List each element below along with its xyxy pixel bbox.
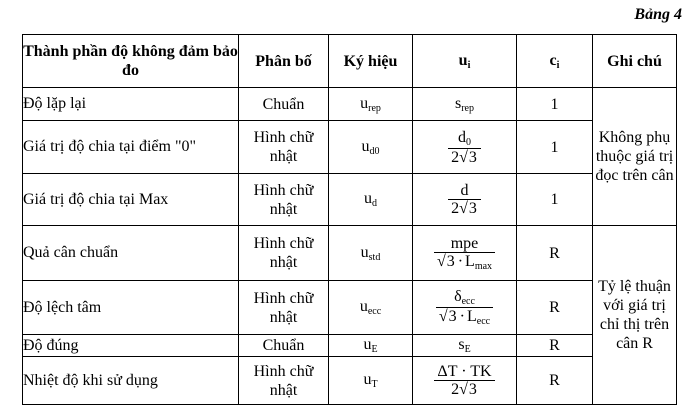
ui-cell (413, 357, 517, 405)
fraction-denominator (434, 253, 495, 272)
header-ui (413, 35, 517, 88)
denominator-sub: ecc (476, 316, 491, 327)
table-caption: Bảng 4 (634, 6, 682, 23)
symbol-sub: ecc (367, 306, 382, 317)
denominator-var: L (465, 252, 475, 270)
component-cell: Nhiệt độ khi sử dụng (23, 357, 239, 405)
denominator-sub: max (474, 260, 493, 272)
symbol-base: u (363, 371, 372, 388)
ui-base: s (454, 94, 462, 112)
sqrt-symbol: √3 (438, 308, 457, 325)
radicand: 3 (448, 308, 457, 325)
symbol-cell (329, 121, 413, 174)
table-row (23, 121, 677, 174)
table-row (23, 174, 677, 226)
distribution-cell: Hình chữ nhật (239, 281, 329, 335)
symbol-base: u (360, 94, 369, 112)
ui-sub: rep (461, 102, 474, 114)
ui-fraction (436, 288, 493, 327)
radicand: 3 (468, 148, 477, 166)
component-cell: Độ lệch tâm (23, 281, 239, 335)
ui-fraction (448, 182, 481, 217)
sqrt-symbol: √3 (459, 200, 477, 217)
table-row (23, 88, 677, 121)
symbol-base: u (364, 190, 372, 207)
distribution-cell: Hình chữ nhật (239, 357, 329, 405)
component-cell: Giá trị độ chia tại Max (23, 174, 239, 226)
ui-base: s (458, 336, 465, 353)
symbol-cell (329, 335, 413, 357)
ui-cell (413, 226, 517, 281)
radicand: 3 (468, 381, 477, 398)
header-component: Thành phần độ không đảm bảo đo (23, 35, 239, 88)
header-distribution: Phân bố (239, 35, 329, 88)
component-cell: Độ lặp lại (23, 88, 239, 121)
ci-cell: R (517, 335, 593, 357)
distribution-cell: Hình chữ nhật (239, 174, 329, 226)
distribution-cell: Chuẩn (239, 335, 329, 357)
fraction-denominator (448, 200, 481, 217)
numerator-sub: ecc (461, 296, 475, 307)
denominator-coef: 2 (451, 381, 460, 398)
header-ci-sub: i (556, 59, 560, 71)
ui-cell (413, 88, 517, 121)
symbol-cell (329, 88, 413, 121)
multiply-dot: · (457, 252, 464, 270)
fraction-denominator (436, 308, 493, 327)
ci-cell: R (517, 226, 593, 281)
note-group-1: Không phụ thuộc giá trị đọc trên cân (593, 88, 677, 226)
radicand: 3 (446, 252, 455, 270)
symbol-cell (329, 174, 413, 226)
symbol-base: u (359, 298, 368, 315)
symbol-cell (329, 281, 413, 335)
ci-cell: R (517, 357, 593, 405)
uncertainty-table (22, 34, 677, 405)
fraction-numerator: mpe (434, 235, 495, 253)
ci-cell: 1 (517, 88, 593, 121)
symbol-cell (329, 357, 413, 405)
ui-cell (413, 281, 517, 335)
component-cell: Giá trị độ chia tại điểm "0" (23, 121, 239, 174)
sqrt-symbol: √3 (459, 148, 477, 166)
ui-sub: E (464, 344, 471, 355)
denominator-var: L (467, 308, 477, 325)
ci-cell: 1 (517, 121, 593, 174)
denominator-coef: 2 (451, 200, 460, 217)
header-note: Ghi chú (593, 35, 677, 88)
fraction-denominator (434, 381, 494, 398)
symbol-sub: rep (368, 102, 381, 114)
header-ci (517, 35, 593, 88)
symbol-sub: T (371, 379, 378, 390)
ci-cell: R (517, 281, 593, 335)
ui-fraction (434, 363, 494, 398)
sqrt-symbol: √3 (459, 381, 477, 398)
component-cell: Quả cân chuẩn (23, 226, 239, 281)
symbol-cell (329, 226, 413, 281)
symbol-sub: d (372, 198, 377, 209)
symbol-base: u (360, 243, 369, 261)
header-row (23, 35, 677, 88)
header-ui-sub: i (467, 59, 471, 71)
symbol-base: u (361, 137, 370, 155)
component-cell: Độ đúng (23, 335, 239, 357)
fraction-numerator (448, 129, 481, 149)
distribution-cell: Chuẩn (239, 88, 329, 121)
header-ci-base: c (549, 51, 557, 69)
table-row (23, 281, 677, 335)
distribution-cell: Hình chữ nhật (239, 226, 329, 281)
ci-cell: 1 (517, 174, 593, 226)
ui-fraction (448, 129, 481, 166)
fraction-numerator (436, 288, 493, 308)
numerator-var: δ (454, 288, 462, 305)
table-row (23, 357, 677, 405)
fraction-numerator: ΔT · TK (434, 363, 494, 381)
numerator-sub: 0 (466, 136, 471, 148)
ui-cell (413, 335, 517, 357)
symbol-sub: std (368, 251, 381, 263)
note-group-2: Tỷ lệ thuận với giá trị chỉ thị trên cân R (593, 226, 677, 405)
sqrt-symbol: √3 (436, 252, 455, 270)
ui-cell (413, 174, 517, 226)
table-row (23, 226, 677, 281)
denominator-coef: 2 (451, 148, 460, 166)
ui-cell (413, 121, 517, 174)
ui-fraction (434, 235, 495, 272)
header-ui-base: u (458, 51, 468, 69)
radicand: 3 (468, 200, 477, 217)
header-symbol: Ký hiệu (329, 35, 413, 88)
symbol-sub: d0 (369, 145, 380, 157)
multiply-dot: · (459, 308, 465, 325)
table-row (23, 335, 677, 357)
fraction-numerator: d (448, 182, 481, 200)
distribution-cell: Hình chữ nhật (239, 121, 329, 174)
symbol-base: u (363, 336, 372, 353)
symbol-sub: E (371, 344, 378, 355)
fraction-denominator (448, 149, 481, 166)
numerator-var: d (458, 128, 466, 146)
